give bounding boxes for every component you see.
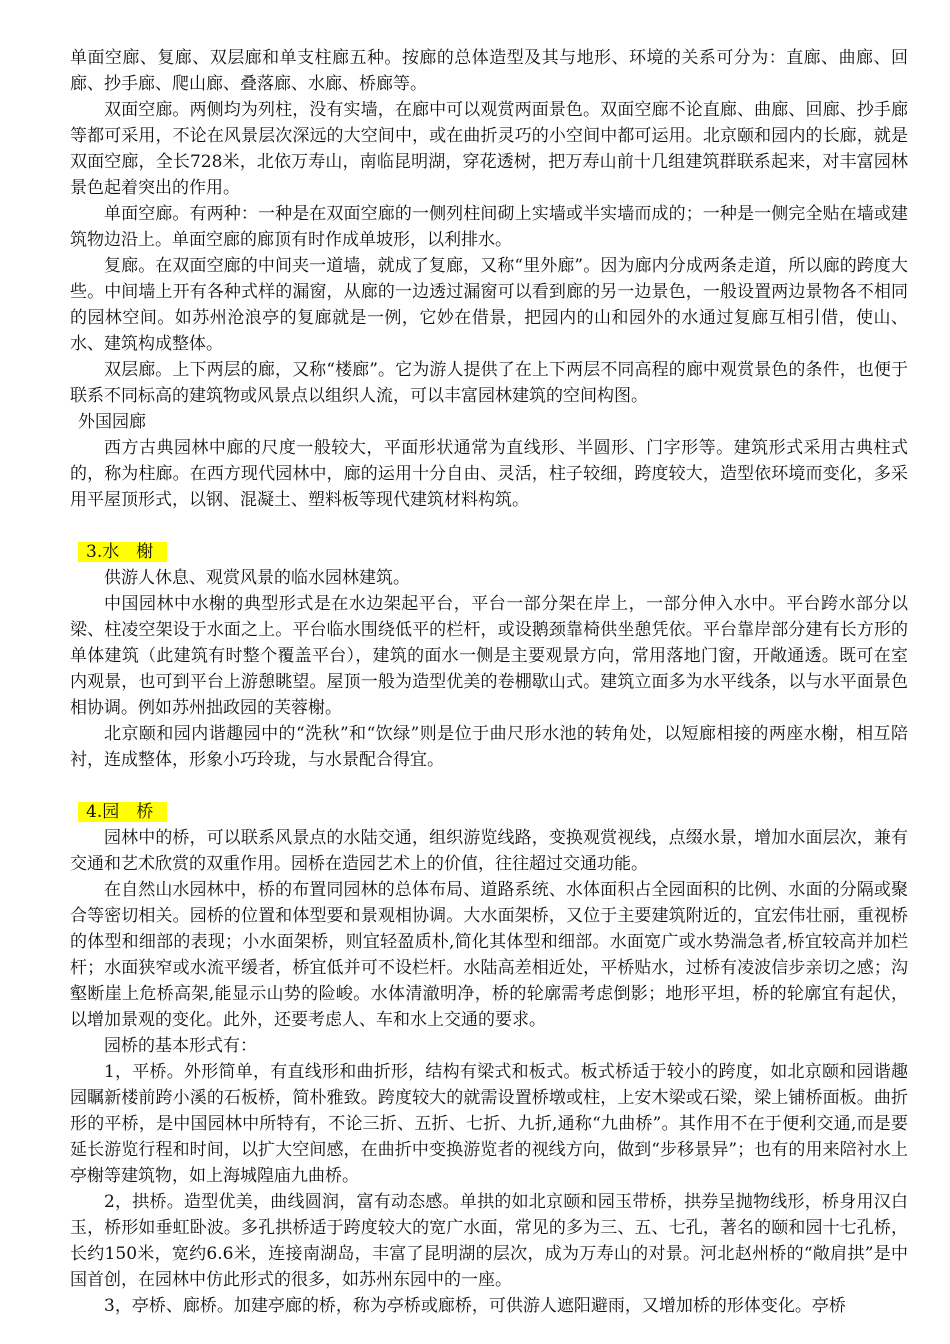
paragraph-waterside-form: 中国园林中水榭的典型形式是在水边架起平台，平台一部分架在岸上，一部分伸入水中。平台跨水部分以梁、柱凌空架设于水面之上。平台临水围绕低平的栏杆，或设鹅颈靠椅供坐憩凭依。平台靠岸部分建有长方形的单体建筑（此建筑有时整个覆盖平台），建筑的面水一侧是主要观景方向，常用落地门窗，开敞通透。既可在室内观景，也可到平台上游憩眺望。屋顶一般为造型优美的卷棚歇山式。建筑立面多为水平线条，以与水平面景色相协调。例如苏州拙政园的芙蓉榭。 bbox=[70, 594, 908, 718]
paragraph-bridge-function: 园林中的桥，可以联系风景点的水陆交通，组织游览线路，变换观赏视线，点缀水景，增加水面层次，兼有交通和艺术欣赏的双重作用。园桥在造园艺术上的价值，往往超过交通功能。 bbox=[70, 828, 908, 874]
section-heading-garden-bridge bbox=[70, 799, 908, 825]
paragraph-single-open-corridor: 单面空廊。有两种：一种是在双面空廊的一侧列柱间砌上实墙或半实墙而成的；一种是一侧完全贴在墙或建筑物边沿上。单面空廊的廊顶有时作成单坡形，以利排水。 bbox=[70, 204, 908, 250]
subheading-foreign-corridor: 外国园廊 bbox=[78, 412, 146, 432]
paragraph-western-corridor: 西方古典园林中廊的尺度一般较大，平面形状通常为直线形、半圆形、门字形等。建筑形式采用古典柱式的，称为柱廊。在西方现代园林中，廊的运用十分自由、灵活，柱子较细，跨度较大，造型依环境而变化，多采用平屋顶形式，以钢、混凝土、塑料板等现代建筑材料构筑。 bbox=[70, 438, 908, 510]
section-heading-waterside-pavilion bbox=[70, 539, 908, 565]
document-body bbox=[70, 45, 908, 1319]
paragraph-double-corridor: 复廊。在双面空廊的中间夹一道墙，就成了复廊，又称“里外廊”。因为廊内分成两条走道，所以廊的跨度大些。中间墙上开有各种式样的漏窗，从廊的一边透过漏窗可以看到廊的另一边景色，一般设置两边景物各不相同的园林空间。如苏州沧浪亭的复廊就是一例，它妙在借景，把园内的山和园外的水通过复廊互相引借，使山、水、建筑构成整体。 bbox=[70, 256, 908, 354]
paragraph-two-storey-corridor: 双层廊。上下两层的廊，又称“楼廊”。它为游人提供了在上下两层不同高程的廊中观赏景色的条件，也便于联系不同标高的建筑物或风景点以组织人流，可以丰富园林建筑的空间构图。 bbox=[70, 360, 908, 406]
heading-highlight: 4.园 桥 bbox=[78, 802, 167, 822]
paragraph-bridge-forms-intro: 园桥的基本形式有： bbox=[104, 1036, 257, 1056]
section-spacer bbox=[70, 773, 908, 799]
paragraph-flat-bridge: 1，平桥。外形简单，有直线形和曲折形，结构有梁式和板式。板式桥适于较小的跨度，如北京颐和园谐趣园瞩新楼前跨小溪的石板桥，简朴雅致。跨度较大的就需设置桥墩或柱，上安木梁或石梁，梁上铺桥面板。曲折形的平桥，是中国园林中所特有，不论三折、五折、七折、九折,通称“九曲桥”。其作用不在于便利交通,而是要延长游览行程和时间，以扩大空间感，在曲折中变换游览者的视线方向，做到“步移景异”；也有的用来陪衬水上亭榭等建筑物，如上海城隍庙九曲桥。 bbox=[70, 1062, 908, 1186]
section-spacer bbox=[70, 513, 908, 539]
paragraph-corridor-types: 单面空廊、复廊、双层廊和单支柱廊五种。按廊的总体造型及其与地形、环境的关系可分为：直廊、曲廊、回廊、抄手廊、爬山廊、叠落廊、水廊、桥廊等。 bbox=[70, 48, 908, 94]
paragraph-double-open-corridor: 双面空廊。两侧均为列柱，没有实墙，在廊中可以观赏两面景色。双面空廊不论直廊、曲廊、回廊、抄手廊等都可采用，不论在风景层次深远的大空间中，或在曲折灵巧的小空间中都可运用。北京颐和园内的长廊，就是双面空廊，全长728米，北依万寿山，南临昆明湖，穿花透树，把万寿山前十几组建筑群联系起来，对丰富园林景色起着突出的作用。 bbox=[70, 100, 908, 198]
paragraph-waterside-example: 北京颐和园内谐趣园中的“洗秋”和“饮绿”则是位于曲尺形水池的转角处，以短廊相接的两座水榭，相互陪衬，连成整体，形象小巧玲珑，与水景配合得宜。 bbox=[70, 724, 908, 770]
paragraph-bridge-layout: 在自然山水园林中，桥的布置同园林的总体布局、道路系统、水体面积占全园面积的比例、水面的分隔或聚合等密切相关。园桥的位置和体型要和景观相协调。大水面架桥，又位于主要建筑附近的，宜宏伟壮丽，重视桥的体型和细部的表现；小水面架桥，则宜轻盈质朴,简化其体型和细部。水面宽广或水势湍急者,桥宜较高并加栏杆；水面狭窄或水流平缓者，桥宜低并可不设栏杆。水陆高差相近处，平桥贴水，过桥有凌波信步亲切之感；沟壑断崖上危桥高架,能显示山势的险峻。水体清澈明净，桥的轮廓需考虑倒影；地形平坦，桥的轮廓宜有起伏，以增加景观的变化。此外，还要考虑人、车和水上交通的要求。 bbox=[70, 880, 908, 1030]
paragraph-pavilion-bridge: 3，亭桥、廊桥。加建亭廊的桥，称为亭桥或廊桥，可供游人遮阳避雨，又增加桥的形体变化。亭桥 bbox=[104, 1296, 846, 1316]
paragraph-arch-bridge: 2，拱桥。造型优美，曲线圆润，富有动态感。单拱的如北京颐和园玉带桥，拱券呈抛物线形，桥身用汉白玉，桥形如垂虹卧波。多孔拱桥适于跨度较大的宽广水面，常见的多为三、五、七孔，著名的颐和园十七孔桥，长约150米，宽约6.6米，连接南湖岛，丰富了昆明湖的层次，成为万寿山的对景。河北赵州桥的“敞肩拱”是中国首创，在园林中仿此形式的很多，如苏州东园中的一座。 bbox=[70, 1192, 908, 1290]
paragraph-waterside-definition: 供游人休息、观赏风景的临水园林建筑。 bbox=[104, 568, 410, 588]
heading-highlight: 3.水 榭 bbox=[78, 542, 167, 562]
